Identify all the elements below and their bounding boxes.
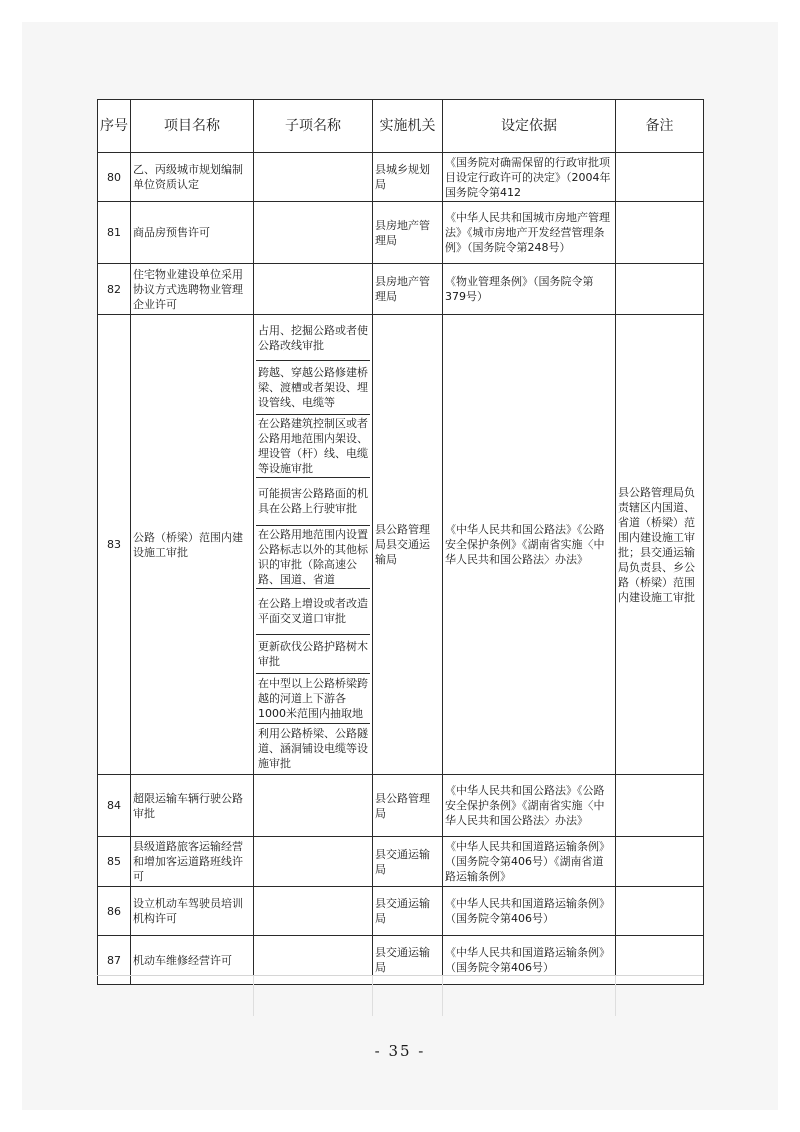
subitem: 在公路用地范围内设置公路标志以外的其他标识的审批（除高速公路、国道、省道 [256, 525, 370, 588]
row-basis: 《中华人民共和国公路法》《公路安全保护条例》《湖南省实施〈中华人民共和国公路法〉办法》 [443, 315, 616, 775]
ghost-lines [97, 975, 703, 1016]
row-agency: 县交通运输局 [373, 887, 443, 936]
subitem: 在中型以上公路桥梁跨越的河道上下游各1000米范围内抽取地 [256, 673, 370, 723]
row-name: 超限运输车辆行驶公路审批 [131, 775, 254, 837]
row-agency: 县房地产管理局 [373, 202, 443, 264]
header-row [98, 100, 704, 153]
row-note: 县公路管理局负责辖区内国道、省道（桥梁）范围内建设施工审批；县交通运输局负责县、乡公路（桥梁）范围内建设施工审批 [616, 315, 704, 775]
row-sub [254, 887, 373, 936]
table-row [98, 153, 704, 202]
subitem: 在公路上增设或者改造平面交叉道口审批 [256, 588, 370, 634]
row-agency: 县交通运输局 [373, 837, 443, 887]
subitem: 跨越、穿越公路修建桥梁、渡槽或者架设、埋设管线、电缆等 [256, 360, 370, 414]
row-basis: 《中华人民共和国道路运输条例》（国务院令第406号） [443, 936, 616, 985]
header-sub: 子项名称 [254, 100, 373, 153]
header-basis: 设定依据 [443, 100, 616, 153]
row-sub [254, 264, 373, 315]
subitem: 可能损害公路路面的机具在公路上行驶审批 [256, 477, 370, 525]
row-seq: 86 [98, 887, 131, 936]
row-name: 商品房预售许可 [131, 202, 254, 264]
row-name: 设立机动车驾驶员培训机构许可 [131, 887, 254, 936]
row-note [616, 153, 704, 202]
header-seq: 序号 [98, 100, 131, 153]
row-agency: 县公路管理局县交通运输局 [373, 315, 443, 775]
row-sub [254, 202, 373, 264]
row-sub [254, 775, 373, 837]
row-note [616, 837, 704, 887]
subitem: 利用公路桥梁、公路隧道、涵洞铺设电缆等设施审批 [258, 726, 368, 770]
row-name: 公路（桥梁）范围内建设施工审批 [131, 315, 254, 775]
header-note: 备注 [616, 100, 704, 153]
row-seq: 81 [98, 202, 131, 264]
header-agency: 实施机关 [373, 100, 443, 153]
row-basis: 《物业管理条例》（国务院令第379号） [443, 264, 616, 315]
subitem: 占用、挖掘公路或者使公路改线审批 [256, 316, 370, 360]
row-name: 乙、丙级城市规划编制单位资质认定 [131, 153, 254, 202]
row-note [616, 202, 704, 264]
row-name: 机动车维修经营许可 [131, 936, 254, 985]
row-basis: 《中华人民共和国公路法》《公路安全保护条例》《湖南省实施〈中华人民共和国公路法〉办法》 [443, 775, 616, 837]
row-basis: 《中华人民共和国道路运输条例》（国务院令第406号） [443, 887, 616, 936]
row-name: 住宅物业建设单位采用协议方式选聘物业管理企业许可 [131, 264, 254, 315]
row-seq: 85 [98, 837, 131, 887]
row-basis: 《中华人民共和国道路运输条例》（国务院令第406号）《湖南省道路运输条例》 [443, 837, 616, 887]
row-agency: 县房地产管理局 [373, 264, 443, 315]
table-row [98, 202, 704, 264]
table-row [98, 837, 704, 887]
row-note [616, 775, 704, 837]
row-note [616, 264, 704, 315]
table-row [98, 315, 704, 775]
row-basis: 《国务院对确需保留的行政审批项目设定行政许可的决定》（2004年国务院令第412 [443, 153, 616, 202]
subitem: 更新砍伐公路护路树木审批 [256, 634, 370, 673]
row-name: 县级道路旅客运输经营和增加客运道路班线许可 [131, 837, 254, 887]
row-seq: 87 [98, 936, 131, 985]
table-row [98, 775, 704, 837]
row-sub [254, 153, 373, 202]
table-row [98, 264, 704, 315]
row-agency: 县城乡规划局 [373, 153, 443, 202]
permit-table [97, 99, 704, 985]
page-number: - 35 - [374, 1042, 426, 1060]
row-seq: 83 [98, 315, 131, 775]
row-basis: 《中华人民共和国城市房地产管理法》《城市房地产开发经营管理条例》（国务院令第248号） [443, 202, 616, 264]
row-seq: 84 [98, 775, 131, 837]
row-seq: 82 [98, 264, 131, 315]
row-sub [254, 837, 373, 887]
row-seq: 80 [98, 153, 131, 202]
table-row [98, 887, 704, 936]
subitem: 在公路建筑控制区或者公路用地范围内架设、埋设管（杆）线、电缆等设施审批 [256, 414, 370, 477]
row-agency: 县公路管理局 [373, 775, 443, 837]
header-name: 项目名称 [131, 100, 254, 153]
row-note [616, 887, 704, 936]
subitem-list [254, 315, 373, 775]
row-agency: 县交通运输局 [373, 936, 443, 985]
